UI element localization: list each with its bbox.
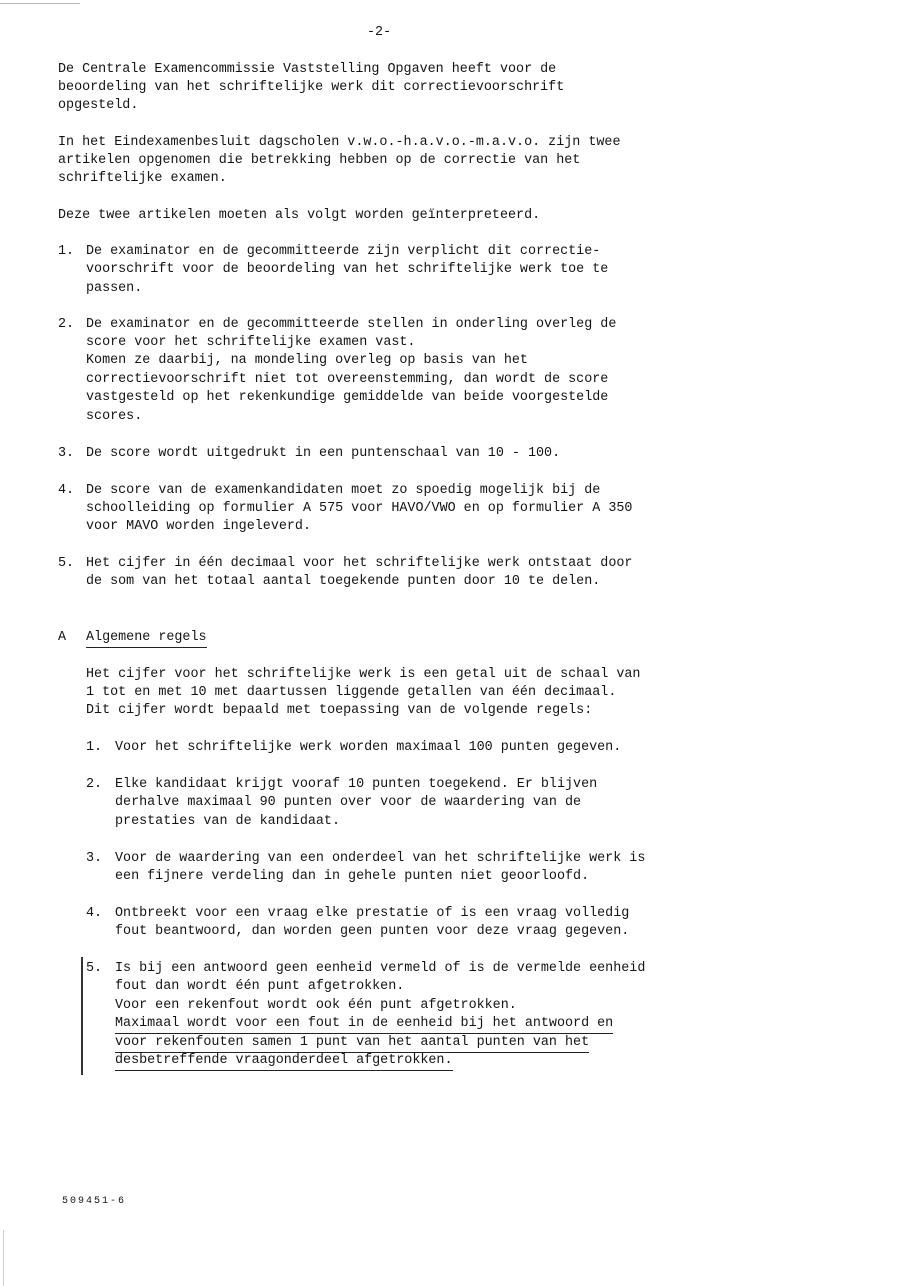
- rule-line: fout beantwoord, dan worden geen punten voor deze vraag gegeven.: [115, 924, 630, 939]
- rule-line: Elke kandidaat krijgt vooraf 10 punten toegekend. Er blijven: [115, 777, 598, 792]
- besluit-line: schriftelijke examen.: [58, 171, 227, 186]
- article-number: 4.: [58, 483, 75, 498]
- scan-edge: [3, 1230, 4, 1286]
- rule-line: Voor het schriftelijke werk worden maximaal 100 punten gegeven.: [115, 740, 622, 755]
- section-intro-line: Het cijfer voor het schriftelijke werk is een getal uit de schaal van: [86, 667, 641, 682]
- rule-number: 5.: [86, 961, 103, 976]
- scan-mark: [0, 3, 80, 4]
- rule-number: 1.: [86, 740, 103, 755]
- article-line: correctievoorschrift niet tot overeenstemming, dan wordt de score: [86, 372, 609, 387]
- article-number: 3.: [58, 446, 75, 461]
- article-line: score voor het schriftelijke examen vast.: [86, 335, 416, 350]
- article-line: passen.: [86, 281, 143, 296]
- section-letter: A: [58, 630, 67, 645]
- section-intro-line: Dit cijfer wordt bepaald met toepassing van de volgende regels:: [86, 703, 593, 718]
- article-number: 1.: [58, 244, 75, 259]
- rule-line: prestaties van de kandidaat.: [115, 814, 340, 829]
- article-line: De score van de examenkandidaten moet zo spoedig mogelijk bij de: [86, 483, 601, 498]
- article-line: voor MAVO worden ingeleverd.: [86, 519, 311, 534]
- article-number: 2.: [58, 317, 75, 332]
- article-line: De score wordt uitgedrukt in een puntenschaal van 10 - 100.: [86, 446, 561, 461]
- article-line: scores.: [86, 409, 143, 424]
- article-line: De examinator en de gecommitteerde stellen in onderling overleg de: [86, 317, 617, 332]
- interpret-line: Deze twee artikelen moeten als volgt worden geïnterpreteerd.: [58, 208, 541, 223]
- article-line: de som van het totaal aantal toegekende punten door 10 te delen.: [86, 574, 601, 589]
- besluit-line: In het Eindexamenbesluit dagscholen v.w.o.-h.a.v.o.-m.a.v.o. zijn twee: [58, 135, 621, 150]
- section-title: Algemene regels: [86, 629, 207, 648]
- rule-line: Voor een rekenfout wordt ook één punt afgetrokken.: [115, 998, 517, 1013]
- rule-line: Ontbreekt voor een vraag elke prestatie of is een vraag volledig: [115, 906, 630, 921]
- rule-line: Voor de waardering van een onderdeel van het schriftelijke werk is: [115, 851, 646, 866]
- rule-line: fout dan wordt één punt afgetrokken.: [115, 979, 405, 994]
- article-line: De examinator en de gecommitteerde zijn verplicht dit correctie-: [86, 244, 601, 259]
- page-number: -2-: [367, 25, 392, 40]
- rule-underlined-line: Maximaal wordt voor een fout in de eenheid bij het antwoord en: [115, 1015, 613, 1034]
- rule-underlined-line: voor rekenfouten samen 1 punt van het aantal punten van het: [115, 1034, 589, 1053]
- article-number: 5.: [58, 556, 75, 571]
- section-intro-line: 1 tot en met 10 met daartussen liggende getallen van één decimaal.: [86, 685, 617, 700]
- document-code: 509451-6: [62, 1196, 127, 1207]
- rule-number: 4.: [86, 906, 103, 921]
- article-line: vastgesteld op het rekenkundige gemiddelde van beide voorgestelde: [86, 390, 609, 405]
- rule-line: derhalve maximaal 90 punten over voor de waardering van de: [115, 795, 582, 810]
- article-line: schoolleiding op formulier A 575 voor HAVO/VWO en op formulier A 350: [86, 501, 633, 516]
- article-line: Het cijfer in één decimaal voor het schriftelijke werk ontstaat door: [86, 556, 633, 571]
- rule-line: Is bij een antwoord geen eenheid vermeld of is de vermelde eenheid: [115, 961, 646, 976]
- intro-line: opgesteld.: [58, 98, 139, 113]
- article-line: Komen ze daarbij, na mondeling overleg op basis van het: [86, 353, 528, 368]
- besluit-line: artikelen opgenomen die betrekking hebben op de correctie van het: [58, 153, 581, 168]
- rule-underlined-line: desbetreffende vraagonderdeel afgetrokken.: [115, 1052, 453, 1071]
- revision-bar: [81, 957, 83, 1075]
- rule-number: 3.: [86, 851, 103, 866]
- rule-line: een fijnere verdeling dan in gehele punten niet geoorloofd.: [115, 869, 590, 884]
- intro-line: De Centrale Examencommissie Vaststelling Opgaven heeft voor de: [58, 62, 557, 77]
- intro-line: beoordeling van het schriftelijke werk dit correctievoorschrift: [58, 80, 565, 95]
- rule-number: 2.: [86, 777, 103, 792]
- article-line: voorschrift voor de beoordeling van het schriftelijke werk toe te: [86, 262, 609, 277]
